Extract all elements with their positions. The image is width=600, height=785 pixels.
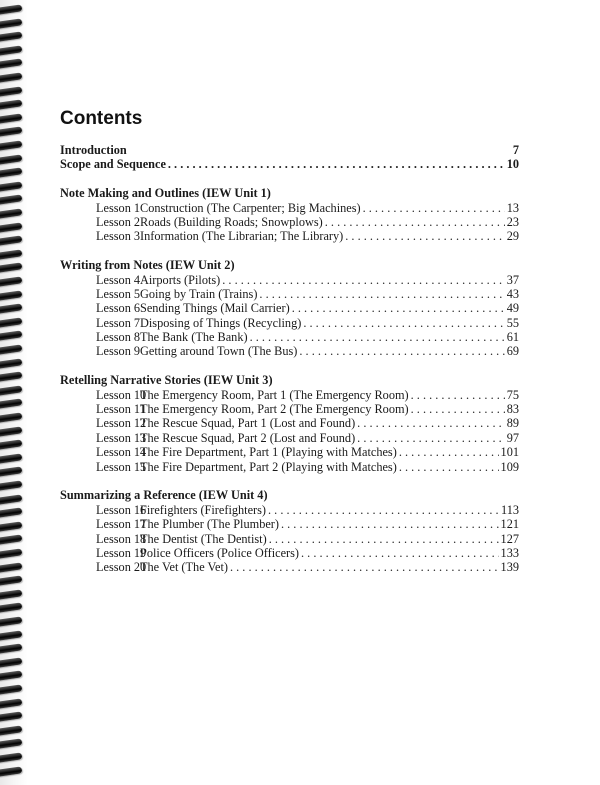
dot-leader [269,532,499,546]
spiral-coil [0,589,22,599]
spiral-coil [0,263,22,273]
spiral-coil [0,59,22,69]
dot-leader [357,416,505,430]
spiral-coil [0,698,22,708]
spiral-coil [0,766,22,776]
toc-front-matter-row[interactable] [60,143,519,157]
lesson-number: Lesson 4 [96,272,141,287]
toc-page-number: 101 [500,445,519,460]
spiral-coil [0,494,22,504]
spiral-coil [0,127,22,137]
toc-lesson-row[interactable] [60,316,519,330]
toc-page-number: 113 [501,502,519,517]
toc-lesson-row[interactable] [60,301,519,315]
spiral-coil [0,603,22,613]
spiral-coil [0,453,22,463]
dot-leader [292,301,505,315]
unit-heading: Writing from Notes (IEW Unit 2) [60,258,235,273]
lesson-title: Police Officers (Police Officers) [140,545,300,560]
toc-lesson-row[interactable] [60,445,519,459]
lesson-title: The Dentist (The Dentist) [140,531,267,546]
toc-page-number: 61 [506,330,519,345]
spiral-coil [0,399,22,409]
spiral-coil [0,344,22,354]
dot-leader [345,229,504,243]
lesson-title: Sending Things (Mail Carrier) [140,301,290,316]
spiral-coil [0,290,22,300]
section-gap [60,244,519,258]
spiral-coil [0,195,22,205]
dot-leader [299,344,504,358]
spiral-coil [0,562,22,572]
toc-page-number: 10 [506,157,519,172]
dot-leader [363,201,505,215]
toc-page-number: 43 [506,286,519,301]
toc-page-number: 75 [506,387,519,402]
toc-lesson-row[interactable] [60,532,519,546]
spiral-coil [0,181,22,191]
spiral-binding [0,0,26,785]
dot-leader [325,215,505,229]
toc-lesson-row[interactable] [60,388,519,402]
toc-page-number: 97 [506,430,519,445]
lesson-title: The Vet (The Vet) [140,560,228,575]
toc-page-number: 7 [512,143,519,157]
unit-heading: Retelling Narrative Stories (IEW Unit 3) [60,373,273,388]
page-title: Contents [60,108,143,129]
spiral-coil [0,671,22,681]
spiral-coil [0,304,22,314]
toc-page-number: 23 [506,214,519,229]
toc-lesson-row[interactable] [60,503,519,517]
dot-leader [259,287,504,301]
section-gap [60,359,519,373]
spiral-coil [0,630,22,640]
lesson-number: Lesson 3 [96,229,141,244]
lesson-number: Lesson 8 [96,330,141,345]
spiral-coil [0,100,22,110]
dot-leader [230,560,499,574]
toc-lesson-row[interactable] [60,344,519,358]
lesson-number: Lesson 2 [96,214,141,229]
dot-leader [399,460,499,474]
toc-lesson-row[interactable] [60,517,519,531]
spiral-coil [0,4,22,14]
lesson-number: Lesson 1 [96,200,141,215]
dot-leader [411,402,505,416]
spiral-coil [0,739,22,749]
dot-leader [357,431,505,445]
toc-page-number: 89 [506,416,519,431]
spiral-coil [0,385,22,395]
toc-page-number: 13 [506,200,519,215]
lesson-number: Lesson 10 [96,387,147,402]
lesson-number: Lesson 18 [96,531,147,546]
lesson-number: Lesson 5 [96,286,141,301]
lesson-number: Lesson 19 [96,545,147,560]
spiral-coil [0,358,22,368]
lesson-title: Firefighters (Firefighters) [140,502,267,517]
spiral-coil [0,331,22,341]
dot-leader [411,388,505,402]
spiral-coil [0,317,22,327]
toc-entry-label: Introduction [60,143,127,157]
spiral-coil [0,168,22,178]
spiral-coil [0,154,22,164]
spiral-coil [0,684,22,694]
spiral-coil [0,18,22,28]
dot-leader [303,316,504,330]
toc-page-number: 127 [500,531,519,546]
spiral-coil [0,45,22,55]
spiral-coil [0,113,22,123]
spiral-coil [0,616,22,626]
spiral-coil [0,467,22,477]
section-gap [60,172,519,186]
toc-page-number: 29 [506,229,519,244]
lesson-title: Going by Train (Trains) [140,286,258,301]
spiral-coil [0,657,22,667]
lesson-title: Roads (Building Roads; Snowplows) [140,214,323,229]
dot-leader [301,546,499,560]
toc-page-number: 69 [506,344,519,359]
toc-page-number: 121 [500,517,519,532]
spiral-coil [0,208,22,218]
spiral-coil [0,712,22,722]
lesson-title: Construction (The Carpenter; Big Machines) [140,200,361,215]
lesson-number: Lesson 13 [96,430,147,445]
spiral-coil [0,440,22,450]
lesson-title: Airports (Pilots) [140,272,221,287]
spiral-coil [0,576,22,586]
spiral-coil [0,644,22,654]
unit-heading: Note Making and Outlines (IEW Unit 1) [60,186,271,201]
section-gap [60,474,519,488]
toc-page-number: 133 [500,545,519,560]
spiral-coil [0,521,22,531]
lesson-number: Lesson 17 [96,517,147,532]
toc-page-number: 49 [506,301,519,316]
lesson-title: The Plumber (The Plumber) [140,517,279,532]
lesson-number: Lesson 14 [96,445,147,460]
spiral-coil [0,426,22,436]
lesson-title: The Bank (The Bank) [140,330,248,345]
lesson-number: Lesson 20 [96,560,147,575]
toc-lesson-row[interactable] [60,560,519,574]
lesson-number: Lesson 11 [96,402,146,417]
lesson-title: The Fire Department, Part 1 (Playing with Matches) [140,445,397,460]
spiral-coil [0,236,22,246]
toc-front-matter-row[interactable] [60,157,519,171]
lesson-number: Lesson 12 [96,416,147,431]
lesson-title: The Fire Department, Part 2 (Playing with Matches) [140,459,397,474]
lesson-number: Lesson 9 [96,344,141,359]
lesson-title: Getting around Town (The Bus) [140,344,298,359]
toc-lesson-row[interactable] [60,402,519,416]
lesson-number: Lesson 15 [96,459,147,474]
toc-page-number: 55 [506,315,519,330]
toc-lesson-row[interactable] [60,201,519,215]
unit-heading: Summarizing a Reference (IEW Unit 4) [60,488,268,503]
spiral-coil [0,86,22,96]
spiral-coil [0,249,22,259]
toc-page-number: 109 [500,459,519,474]
spiral-coil [0,480,22,490]
toc-lesson-row[interactable] [60,416,519,430]
toc-page-number: 139 [500,560,519,575]
dot-leader [222,273,504,287]
lesson-number: Lesson 7 [96,315,141,330]
dot-leader [250,330,505,344]
spiral-coil [0,222,22,232]
spiral-coil [0,725,22,735]
toc-lesson-row[interactable] [60,431,519,445]
lesson-title: Information (The Librarian; The Library) [140,229,344,244]
lesson-number: Lesson 6 [96,301,141,316]
spiral-coil [0,752,22,762]
spiral-coil [0,32,22,42]
toc-lesson-row[interactable] [60,287,519,301]
toc-lesson-row[interactable] [60,546,519,560]
spiral-coil [0,276,22,286]
lesson-title: The Rescue Squad, Part 1 (Lost and Found) [140,416,356,431]
toc-entry-label: Scope and Sequence [60,157,166,172]
spiral-coil [0,548,22,558]
toc-lesson-row[interactable] [60,273,519,287]
spiral-coil [0,508,22,518]
spiral-coil [0,412,22,422]
dot-leader [399,445,499,459]
table-of-contents [60,143,519,575]
spiral-coil [0,140,22,150]
toc-page-number: 37 [506,272,519,287]
toc-lesson-row[interactable] [60,460,519,474]
dot-leader [281,517,499,531]
spiral-coil [0,535,22,545]
toc-page-number: 83 [506,402,519,417]
dot-leader [168,157,505,171]
lesson-title: The Emergency Room, Part 2 (The Emergency Room) [140,402,409,417]
dot-leader [268,503,499,517]
toc-lesson-row[interactable] [60,330,519,344]
lesson-title: Disposing of Things (Recycling) [140,315,302,330]
toc-lesson-row[interactable] [60,229,519,243]
spiral-coil [0,72,22,82]
lesson-title: The Rescue Squad, Part 2 (Lost and Found) [140,430,356,445]
lesson-number: Lesson 16 [96,502,147,517]
lesson-title: The Emergency Room, Part 1 (The Emergency Room) [140,387,409,402]
toc-lesson-row[interactable] [60,215,519,229]
spiral-coil [0,372,22,382]
